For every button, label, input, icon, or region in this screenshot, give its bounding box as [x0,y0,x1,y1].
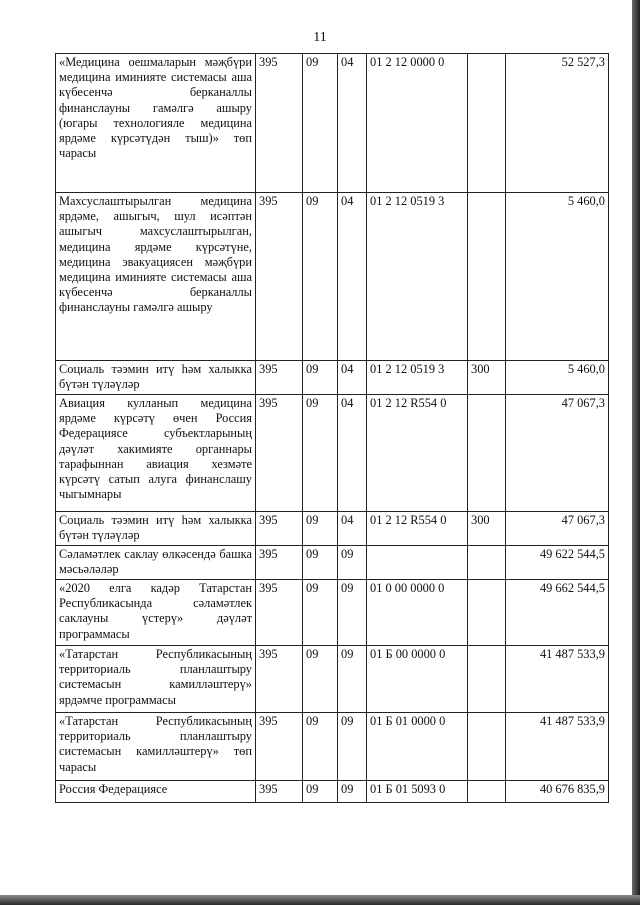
table-row [56,781,609,803]
amount: 49 662 544,5 [506,580,609,646]
row-name: Социаль тәэмин итү һәм халыкка бүтән түләүләр [56,512,256,546]
subsection-code: 04 [338,54,367,193]
ministry-code: 395 [256,512,303,546]
section-code: 09 [303,54,338,193]
budget-table [55,53,609,803]
ministry-code: 395 [256,546,303,580]
ministry-code: 395 [256,713,303,781]
amount: 41 487 533,9 [506,713,609,781]
page-number: 11 [313,30,327,45]
subsection-code: 04 [338,193,367,361]
target-code: 01 Б 00 0000 0 [367,646,468,713]
section-code: 09 [303,546,338,580]
target-code: 01 Б 01 5093 0 [367,781,468,803]
table-row [56,193,609,361]
expense-type-code [468,395,506,512]
table-row [56,646,609,713]
section-code: 09 [303,580,338,646]
amount: 52 527,3 [506,54,609,193]
row-name: «2020 елга кадәр Татарстан Республикасында сәламәтлек саклауны үстерү» дәүләт программасы [56,580,256,646]
subsection-code: 04 [338,395,367,512]
section-code: 09 [303,361,338,395]
ministry-code: 395 [256,646,303,713]
row-name: Сәламәтлек саклау өлкәсендә башка мәсьәләләр [56,546,256,580]
target-code: 01 Б 01 0000 0 [367,713,468,781]
expense-type-code [468,193,506,361]
subsection-code: 09 [338,646,367,713]
ministry-code: 395 [256,395,303,512]
section-code: 09 [303,395,338,512]
table-row [56,580,609,646]
expense-type-code [468,54,506,193]
row-name: «Татарстан Республикасының территориаль планлаштыру системасын камилләштерү» ярдәмче программасы [56,646,256,713]
subsection-code: 09 [338,781,367,803]
scan-edge-bottom [0,895,640,905]
subsection-code: 09 [338,713,367,781]
expense-type-code [468,713,506,781]
target-code: 01 2 12 0000 0 [367,54,468,193]
ministry-code: 395 [256,54,303,193]
table-row [56,546,609,580]
expense-type-code [468,781,506,803]
section-code: 09 [303,646,338,713]
amount: 47 067,3 [506,512,609,546]
amount: 5 460,0 [506,361,609,395]
subsection-code: 04 [338,361,367,395]
table-row [56,512,609,546]
target-code: 01 2 12 R554 0 [367,395,468,512]
amount: 41 487 533,9 [506,646,609,713]
subsection-code: 09 [338,580,367,646]
table-row [56,713,609,781]
ministry-code: 395 [256,580,303,646]
section-code: 09 [303,713,338,781]
row-name: «Татарстан Республикасының территориаль планлаштыру системасын камилләштерү» төп чарасы [56,713,256,781]
section-code: 09 [303,193,338,361]
row-name: Авиация кулланып медицина ярдәме күрсәтү өчен Россия Федерациясе субъектларының дәүләт хакимияте органнары тарафыннан авиация хезмәте күрсәтү сатып алуга финанслашу чыгымнары [56,395,256,512]
row-name: Социаль тәэмин итү һәм халыкка бүтән түләүләр [56,361,256,395]
target-code: 01 2 12 0519 3 [367,193,468,361]
row-name: Россия Федерациясе [56,781,256,803]
ministry-code: 395 [256,361,303,395]
target-code: 01 0 00 0000 0 [367,580,468,646]
ministry-code: 395 [256,781,303,803]
table-row [56,395,609,512]
section-code: 09 [303,781,338,803]
expense-type-code [468,646,506,713]
section-code: 09 [303,512,338,546]
ministry-code: 395 [256,193,303,361]
amount: 49 622 544,5 [506,546,609,580]
scan-edge-right [632,0,640,905]
expense-type-code: 300 [468,361,506,395]
subsection-code: 09 [338,546,367,580]
expense-type-code [468,580,506,646]
expense-type-code: 300 [468,512,506,546]
amount: 5 460,0 [506,193,609,361]
target-code: 01 2 12 R554 0 [367,512,468,546]
row-name: «Медицина оешмаларын мәҗбүри медицина иминияте системасы аша күбесенчә берканаллы финанслауны гамәлгә ашыру (югары технологияле медицина ярдәме күрсәтүдән тыш)» төп чарасы [56,54,256,193]
table-row [56,54,609,193]
subsection-code: 04 [338,512,367,546]
target-code [367,546,468,580]
table-row [56,361,609,395]
row-name: Махсуслаштырылган медицина ярдәме, ашыгыч, шул исәптән ашыгыч махсуслаштырылган, медицина ярдәме күрсәтүне, медицина эвакуациясен мәҗбүри медицина иминияте системасы аша күбесенчә берканаллы финанслауны гамәлгә ашыру [56,193,256,361]
amount: 47 067,3 [506,395,609,512]
amount: 40 676 835,9 [506,781,609,803]
target-code: 01 2 12 0519 3 [367,361,468,395]
expense-type-code [468,546,506,580]
